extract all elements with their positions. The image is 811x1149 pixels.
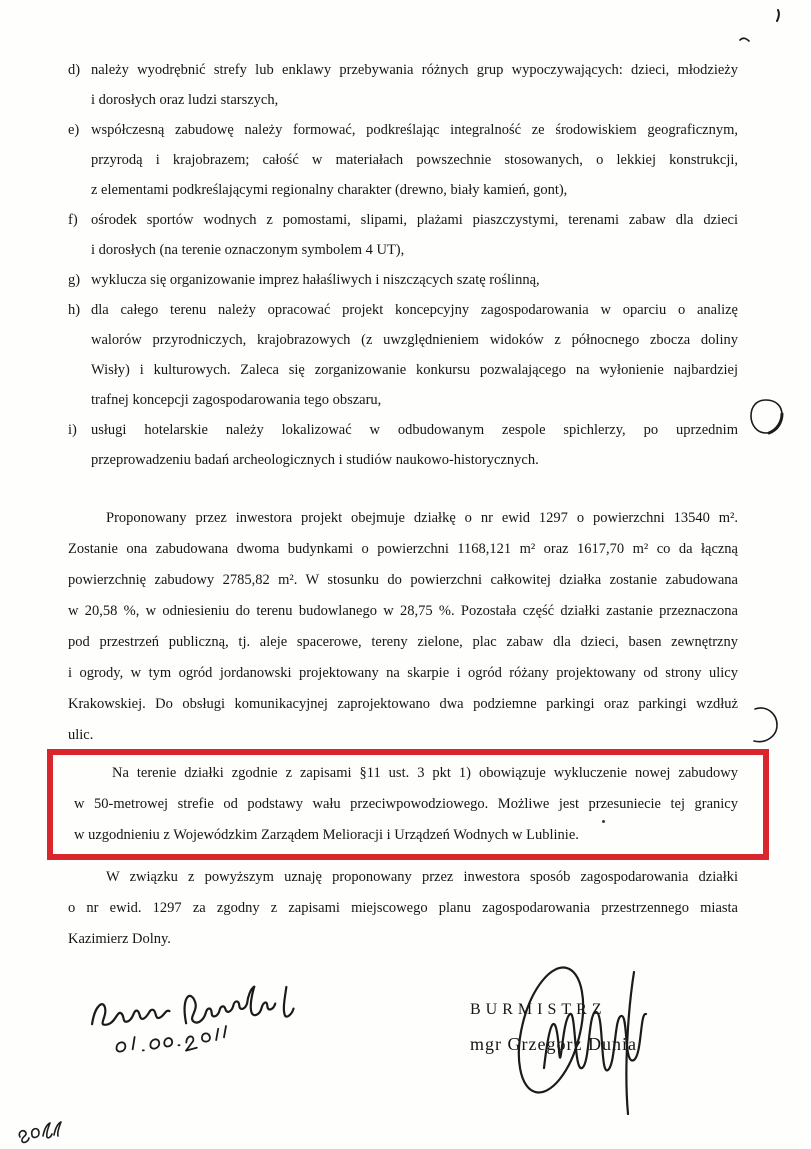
paragraph-conclusion: [68, 862, 738, 955]
list-item-text: [91, 205, 738, 265]
text-line: Wisły) i kulturowych. Zaleca się zorganizowanie konkursu pozwalającego na wyłonienie najbardziej: [91, 362, 738, 378]
paragraph-project-description: [68, 503, 738, 751]
text-line: Na terenie działki zgodnie z zapisami §11 ust. 3 pkt 1) obowiązuje wykluczenie nowej zabudowy: [112, 765, 738, 781]
text-line: należy wyodrębnić strefy lub enklawy przebywania różnych grup wypoczywających: dzieci, młodzieży: [91, 62, 738, 78]
list-item-text: [91, 115, 738, 205]
list-item-text: [91, 55, 738, 115]
text-line: w 20,58 %, w odniesieniu do terenu budowlanego w 28,75 %. Pozostała część działki zastanie przeznaczona: [68, 603, 738, 619]
conditions-list: [68, 55, 738, 475]
handwritten-date: [115, 1026, 227, 1056]
list-item-text: [91, 265, 738, 295]
scan-speck-icon: [602, 820, 605, 823]
text-line: o nr ewid. 1297 za zgodny z zapisami miejscowego planu zagospodarowania przestrzennego miasta: [68, 900, 738, 916]
text-line: i ogrody, w tym ogród jordanowski projektowany na skarpie i ogród różany projektowany od strony ulicy: [68, 665, 738, 681]
text-line: usługi hotelarskie należy lokalizować w odbudowanym zespole spichlerzy, po uprzednim: [91, 422, 738, 438]
list-item-f: [68, 205, 738, 265]
text-line: przeprowadzeniu badań archeologicznych i studiów naukowo-historycznych.: [91, 452, 539, 468]
text-line: pod przestrzeń publiczną, tj. aleje spacerowe, tereny zielone, plac zabaw dla dzieci, basen zewnętrzny: [68, 634, 738, 650]
list-marker: e): [68, 122, 80, 138]
list-item-h: [68, 295, 738, 415]
list-marker: g): [68, 272, 81, 288]
mayor-name: mgr Grzegorz Dunia: [470, 1034, 637, 1054]
list-item-d: [68, 55, 738, 115]
list-item-text: [91, 295, 738, 415]
scan-speck-icon: [739, 35, 751, 44]
text-line: walorów przyrodniczych, krajobrazowych (z uwzględnieniem widoków z północnego zbocza doliny: [91, 332, 738, 348]
text-line: dla całego terenu należy opracować projekt koncepcyjny zagospodarowania w oparciu o analizę: [91, 302, 738, 318]
list-marker: d): [68, 62, 81, 78]
list-item-text: [91, 415, 738, 475]
text-line: powierzchnię zabudowy 2785,82 m². W stosunku do powierzchni całkowitej działka zostanie zabudowana: [68, 572, 738, 588]
text-line: trafnej koncepcji zagospodarowania tego obszaru,: [91, 392, 382, 408]
mayor-title: BURMISTRZ: [470, 1001, 607, 1018]
text-line: współczesną zabudowę należy formować, podkreślając integralność ze środowiskiem geograficznym,: [91, 122, 738, 138]
text-line: ulic.: [68, 727, 94, 743]
text-line: i dorosłych oraz ludzi starszych,: [91, 92, 279, 108]
list-item-g: [68, 265, 738, 295]
list-marker: h): [68, 302, 81, 318]
text-line: W związku z powyższym uznaję proponowany przez inwestora sposób zagospodarowania działki: [106, 869, 738, 885]
text-line: wyklucza się organizowanie imprez hałaśliwych i niszczących szatę roślinną,: [91, 272, 540, 288]
text-line: Krakowskiej. Do obsługi komunikacyjnej zaprojektowano dwa podziemne parkingi oraz parkingi wzdłuż: [68, 696, 738, 712]
text-line: Zostanie ona zabudowana dwoma budynkami o powierzchni 1168,121 m² oraz 1617,70 m² co da łączną: [68, 541, 738, 557]
scan-speck-icon: [775, 9, 783, 23]
text-line: Kazimierz Dolny.: [68, 931, 171, 947]
text-line: w 50-metrowej strefie od podstawy wału przeciwpowodziowego. Możliwe jest przesuniecie tej granicy: [74, 796, 738, 812]
text-line: w uzgodnieniu z Wojewódzkim Zarządem Melioracji i Urządzeń Wodnych w Lublinie.: [74, 827, 579, 843]
list-item-i: [68, 415, 738, 475]
list-marker: i): [68, 422, 77, 438]
list-marker: f): [68, 212, 78, 228]
text-line: przyrodą i krajobrazem; całość w materiałach powszechnie stosowanych, o lekkiej konstrukcji,: [91, 152, 738, 168]
arc-pen-mark-icon: [746, 703, 782, 747]
handwritten-signature-mayor: [494, 950, 694, 1118]
oval-pen-mark-icon: [748, 397, 786, 437]
text-line: i dorosłych (na terenie oznaczonym symbolem 4 UT),: [91, 242, 405, 258]
corner-squiggle-mark: [14, 1120, 64, 1146]
list-item-e: [68, 115, 738, 205]
text-line: ośrodek sportów wodnych z pomostami, slipami, plażami piaszczystymi, terenami zabaw dla dzieci: [91, 212, 738, 228]
handwritten-signature-left: [80, 980, 342, 1056]
text-line: z elementami podkreślającymi regionalny charakter (drewno, biały kamień, gont),: [91, 182, 568, 198]
highlighted-paragraph: [47, 749, 769, 860]
text-line: Proponowany przez inwestora projekt obejmuje działkę o nr ewid 1297 o powierzchni 13540 m².: [106, 510, 738, 526]
